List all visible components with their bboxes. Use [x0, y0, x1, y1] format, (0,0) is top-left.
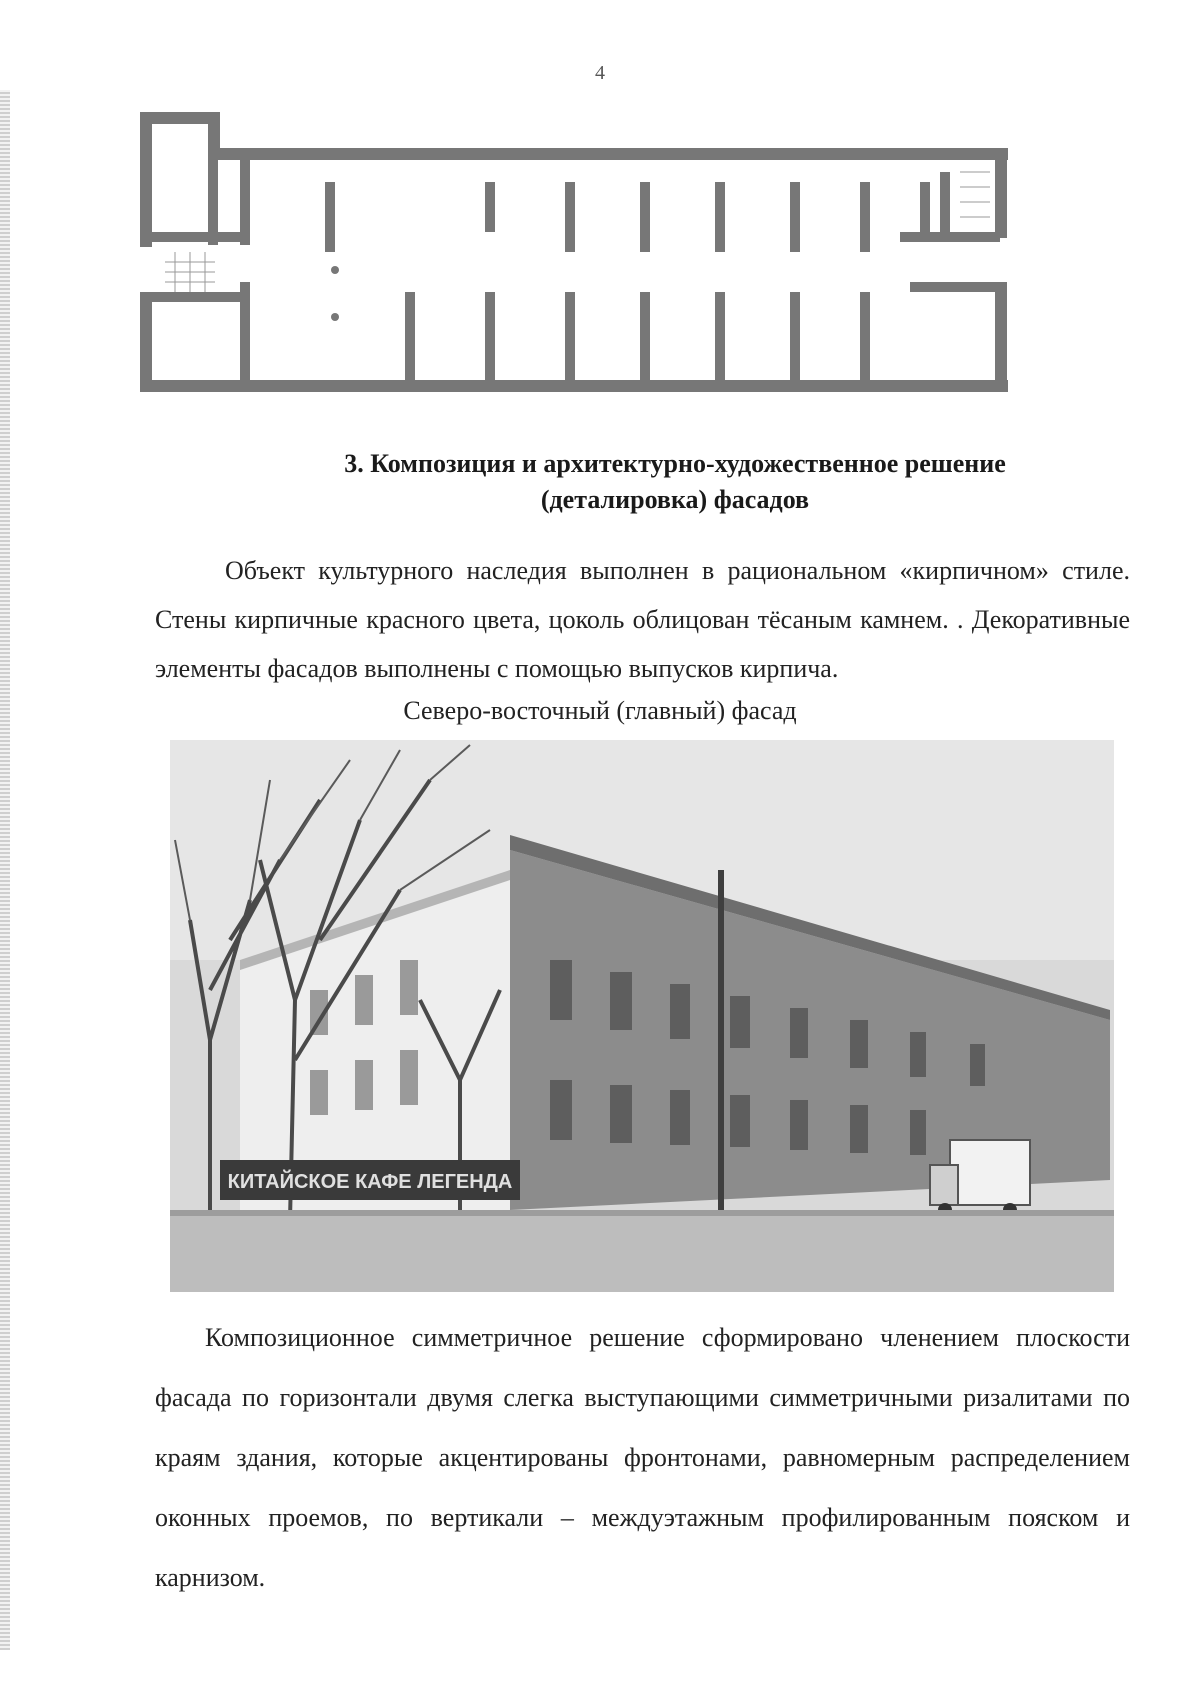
scan-edge [0, 90, 10, 1650]
cafe-sign-text: КИТАЙСКОЕ КАФЕ ЛЕГЕНДА [227, 1171, 513, 1193]
composition-paragraph-text: Композиционное симметричное решение сформировано членением плоскости фасада по горизонтали двумя слегка выступающими симметричными ризалитами по краям здания, которые акцентированы фронтонами, равномерным распределением оконных проемов, по вертикали – междуэтажным профилированным пояском и карнизом. [155, 1323, 1130, 1592]
page-number: 4 [595, 62, 605, 84]
section-heading [210, 446, 1140, 518]
floor-plan-drawing [140, 112, 1100, 430]
section-heading-line1: 3. Композиция и архитектурно-художественное решение [344, 449, 1006, 478]
section-heading-line2: (деталировка) фасадов [540, 485, 810, 514]
intro-paragraph [155, 546, 1130, 693]
composition-paragraph [155, 1308, 1130, 1608]
intro-paragraph-text: Объект культурного наследия выполнен в рациональном «кирпичном» стиле. Стены кирпичные красного цвета, цоколь облицован тёсаным камнем. . Декоративные элементы фасадов выполнены с помощью выпусков кирпича. [155, 556, 1130, 683]
photo-caption: Северо-восточный (главный) фасад [403, 696, 797, 725]
facade-photo [170, 740, 1114, 1292]
